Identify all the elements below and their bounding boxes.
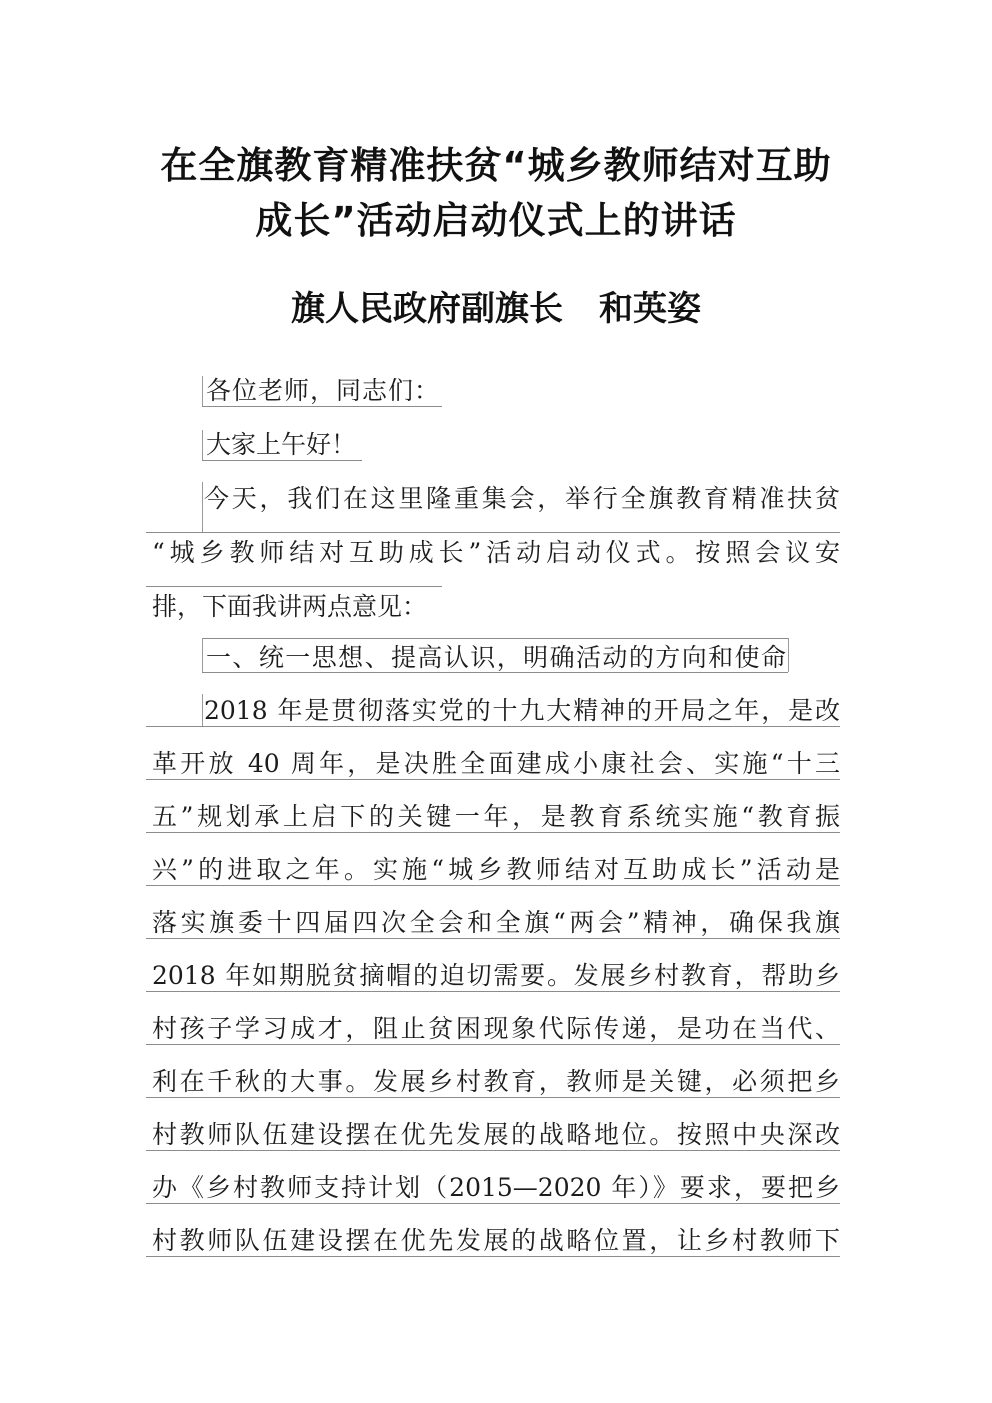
underline [202, 672, 788, 673]
underline [202, 460, 362, 461]
body-line: 2018 年是贯彻落实党的十九大精神的开局之年，是改 [204, 696, 840, 725]
body-line: 革开放 40 周年，是决胜全面建成小康社会、实施“十三 [152, 749, 840, 778]
body-line: 村教师队伍建设摆在优先发展的战略地位。按照中央深改 [152, 1120, 840, 1149]
text-cursor-mark [202, 376, 203, 406]
underline [146, 1044, 840, 1045]
author-line [0, 281, 992, 330]
title-line-1: 在全旗教育精准扶贫“城乡教师结对互助 [160, 144, 832, 187]
author-name: 和英姿 [599, 289, 701, 329]
text-cursor-mark [788, 638, 789, 672]
underline [146, 991, 840, 992]
underline [146, 1203, 840, 1204]
intro-line: “城乡教师结对互助成长”活动启动仪式。按照会议安 [152, 538, 840, 567]
body-line: 落实旗委十四届四次全会和全旗“两会”精神，确保我旗 [152, 908, 840, 937]
underline [146, 885, 840, 886]
underline [146, 1150, 840, 1151]
body-line: 办《乡村教师支持计划（2015—2020 年）》要求，要把乡 [152, 1173, 840, 1202]
underline [146, 938, 840, 939]
underline [146, 779, 840, 780]
body-line: 村教师队伍建设摆在优先发展的战略位置，让乡村教师下 [152, 1226, 840, 1255]
title-line-2: 成长”活动启动仪式上的讲话 [255, 199, 737, 242]
underline [146, 1256, 840, 1257]
text-cursor-mark [202, 482, 203, 532]
underline [146, 586, 442, 587]
text-cursor-mark [202, 694, 203, 726]
text-cursor-mark [202, 430, 203, 460]
body-line: 2018 年如期脱贫摘帽的迫切需要。发展乡村教育，帮助乡 [152, 961, 840, 990]
body-line: 村孩子学习成才，阻止贫困现象代际传递，是功在当代、 [152, 1014, 840, 1043]
section-heading-1: 一、统一思想、提高认识，明确活动的方向和使命 [206, 643, 786, 672]
underline [146, 532, 840, 533]
underline [146, 832, 840, 833]
text-cursor-mark [202, 638, 203, 672]
body-line: 利在千秋的大事。发展乡村教育，教师是关键，必须把乡 [152, 1067, 840, 1096]
underline [202, 638, 788, 639]
greeting-line-1: 各位老师，同志们： [206, 376, 441, 405]
intro-line: 排，下面我讲两点意见： [152, 592, 428, 621]
body-line: 兴”的进取之年。实施“城乡教师结对互助成长”活动是 [152, 855, 840, 884]
body-line: 五”规划承上启下的关键一年，是教育系统实施“教育振 [152, 802, 840, 831]
underline [146, 726, 840, 727]
greeting-line-2: 大家上午好！ [206, 430, 357, 459]
author-position: 旗人民政府副旗长 [291, 289, 563, 329]
underline [146, 1097, 840, 1098]
intro-line: 今天，我们在这里隆重集会，举行全旗教育精准扶贫 [204, 484, 840, 513]
underline [202, 406, 442, 407]
